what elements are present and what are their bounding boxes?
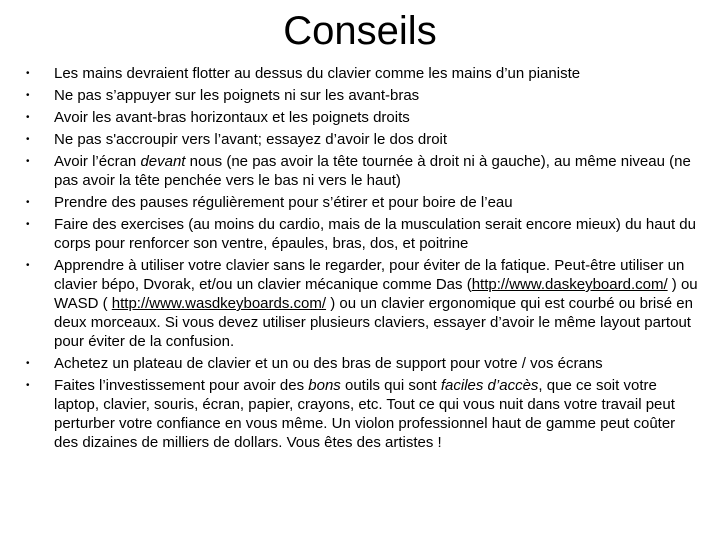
bullet-text [54, 376, 698, 452]
text-segment: Apprendre à utiliser votre clavier sans le regarder, pour éviter de la fatique. Peut-être utiliser un clavier bépo, Dvorak, et/ou un clavier mécanique comme Das ( [54, 257, 685, 293]
text-segment: , que ce soit votre laptop, clavier, souris, écran, papier, crayons, etc. Tout ce qui vous nuit dans votre travail peut perturber votre confiance en vous même. Un violon professionnel haut de gamme peut coûter des dizaines de milliers de dollars. Vous êtes des artistes ! [54, 377, 676, 451]
text-segment: nous (ne pas avoir la tête tournée à droit ni à gauche), au même niveau (ne pas avoir la tête penchée vers le bas ni vers le haut) [54, 153, 691, 189]
bullet-dot-icon: • [26, 358, 30, 369]
bullet-dot-icon: • [26, 134, 30, 145]
bullet-text [54, 130, 698, 149]
bullet-text [54, 193, 698, 212]
bullet-dot-icon: • [26, 260, 30, 271]
text-segment: Faites l’investissement pour avoir des [54, 377, 309, 394]
text-segment: Ne pas s’appuyer sur les poignets ni sur les avant-bras [54, 87, 420, 104]
bullet-item [26, 152, 698, 190]
text-segment: ) ou un clavier ergonomique qui est courbé ou brisé en deux morceaux. Si vous devez utiliser plusieurs claviers, essayer d’avoir le même layout partout pour éviter de la confusion. [54, 295, 693, 350]
text-segment: Ne pas s'accroupir vers l’avant; essayez d’avoir le dos droit [54, 131, 448, 148]
bullet-dot-icon: • [26, 112, 30, 123]
bullet-dot-icon: • [26, 156, 30, 167]
text-segment: Achetez un plateau de clavier et un ou des bras de support pour votre / vos écrans [54, 355, 603, 372]
text-segment: ) ou WASD ( [54, 276, 698, 312]
bullet-dot-icon: • [26, 219, 30, 230]
bullet-item [26, 108, 698, 127]
emphasis-text: faciles d’accès [440, 377, 539, 394]
text-segment: Avoir l’écran [54, 153, 141, 170]
text-segment: Faire des exercises (au moins du cardio, mais de la musculation serait encore mieux) du haut du corps pour renforcer son ventre, épaules, bras, dos, et poitrine [54, 216, 696, 252]
bullet-text [54, 108, 698, 127]
slide-title: Conseils [283, 9, 437, 53]
bullet-text [54, 256, 698, 351]
bullet-dot-icon: • [26, 90, 30, 101]
hyperlink[interactable]: http://www.wasdkeyboards.com/ [111, 295, 327, 312]
bullet-item [26, 354, 698, 373]
text-segment: Prendre des pauses régulièrement pour s’étirer et pour boire de l’eau [54, 194, 513, 211]
bullet-list [26, 64, 698, 455]
bullet-item [26, 215, 698, 253]
text-segment: Avoir les avant-bras horizontaux et les poignets droits [54, 109, 410, 126]
bullet-text [54, 152, 698, 190]
hyperlink[interactable]: http://www.daskeyboard.com/ [471, 276, 668, 293]
text-segment: Les mains devraient flotter au dessus du clavier comme les mains d’un pianiste [54, 65, 581, 82]
text-segment: outils qui sont [340, 377, 441, 394]
bullet-text [54, 86, 698, 105]
bullet-item [26, 193, 698, 212]
emphasis-text: bons [308, 377, 341, 394]
bullet-item [26, 130, 698, 149]
bullet-text [54, 64, 698, 83]
bullet-dot-icon: • [26, 197, 30, 208]
bullet-dot-icon: • [26, 68, 30, 79]
bullet-item [26, 86, 698, 105]
bullet-item [26, 376, 698, 452]
emphasis-text: devant [140, 153, 186, 170]
bullet-dot-icon: • [26, 380, 30, 391]
bullet-item [26, 256, 698, 351]
bullet-text [54, 215, 698, 253]
bullet-text [54, 354, 698, 373]
bullet-item [26, 64, 698, 83]
